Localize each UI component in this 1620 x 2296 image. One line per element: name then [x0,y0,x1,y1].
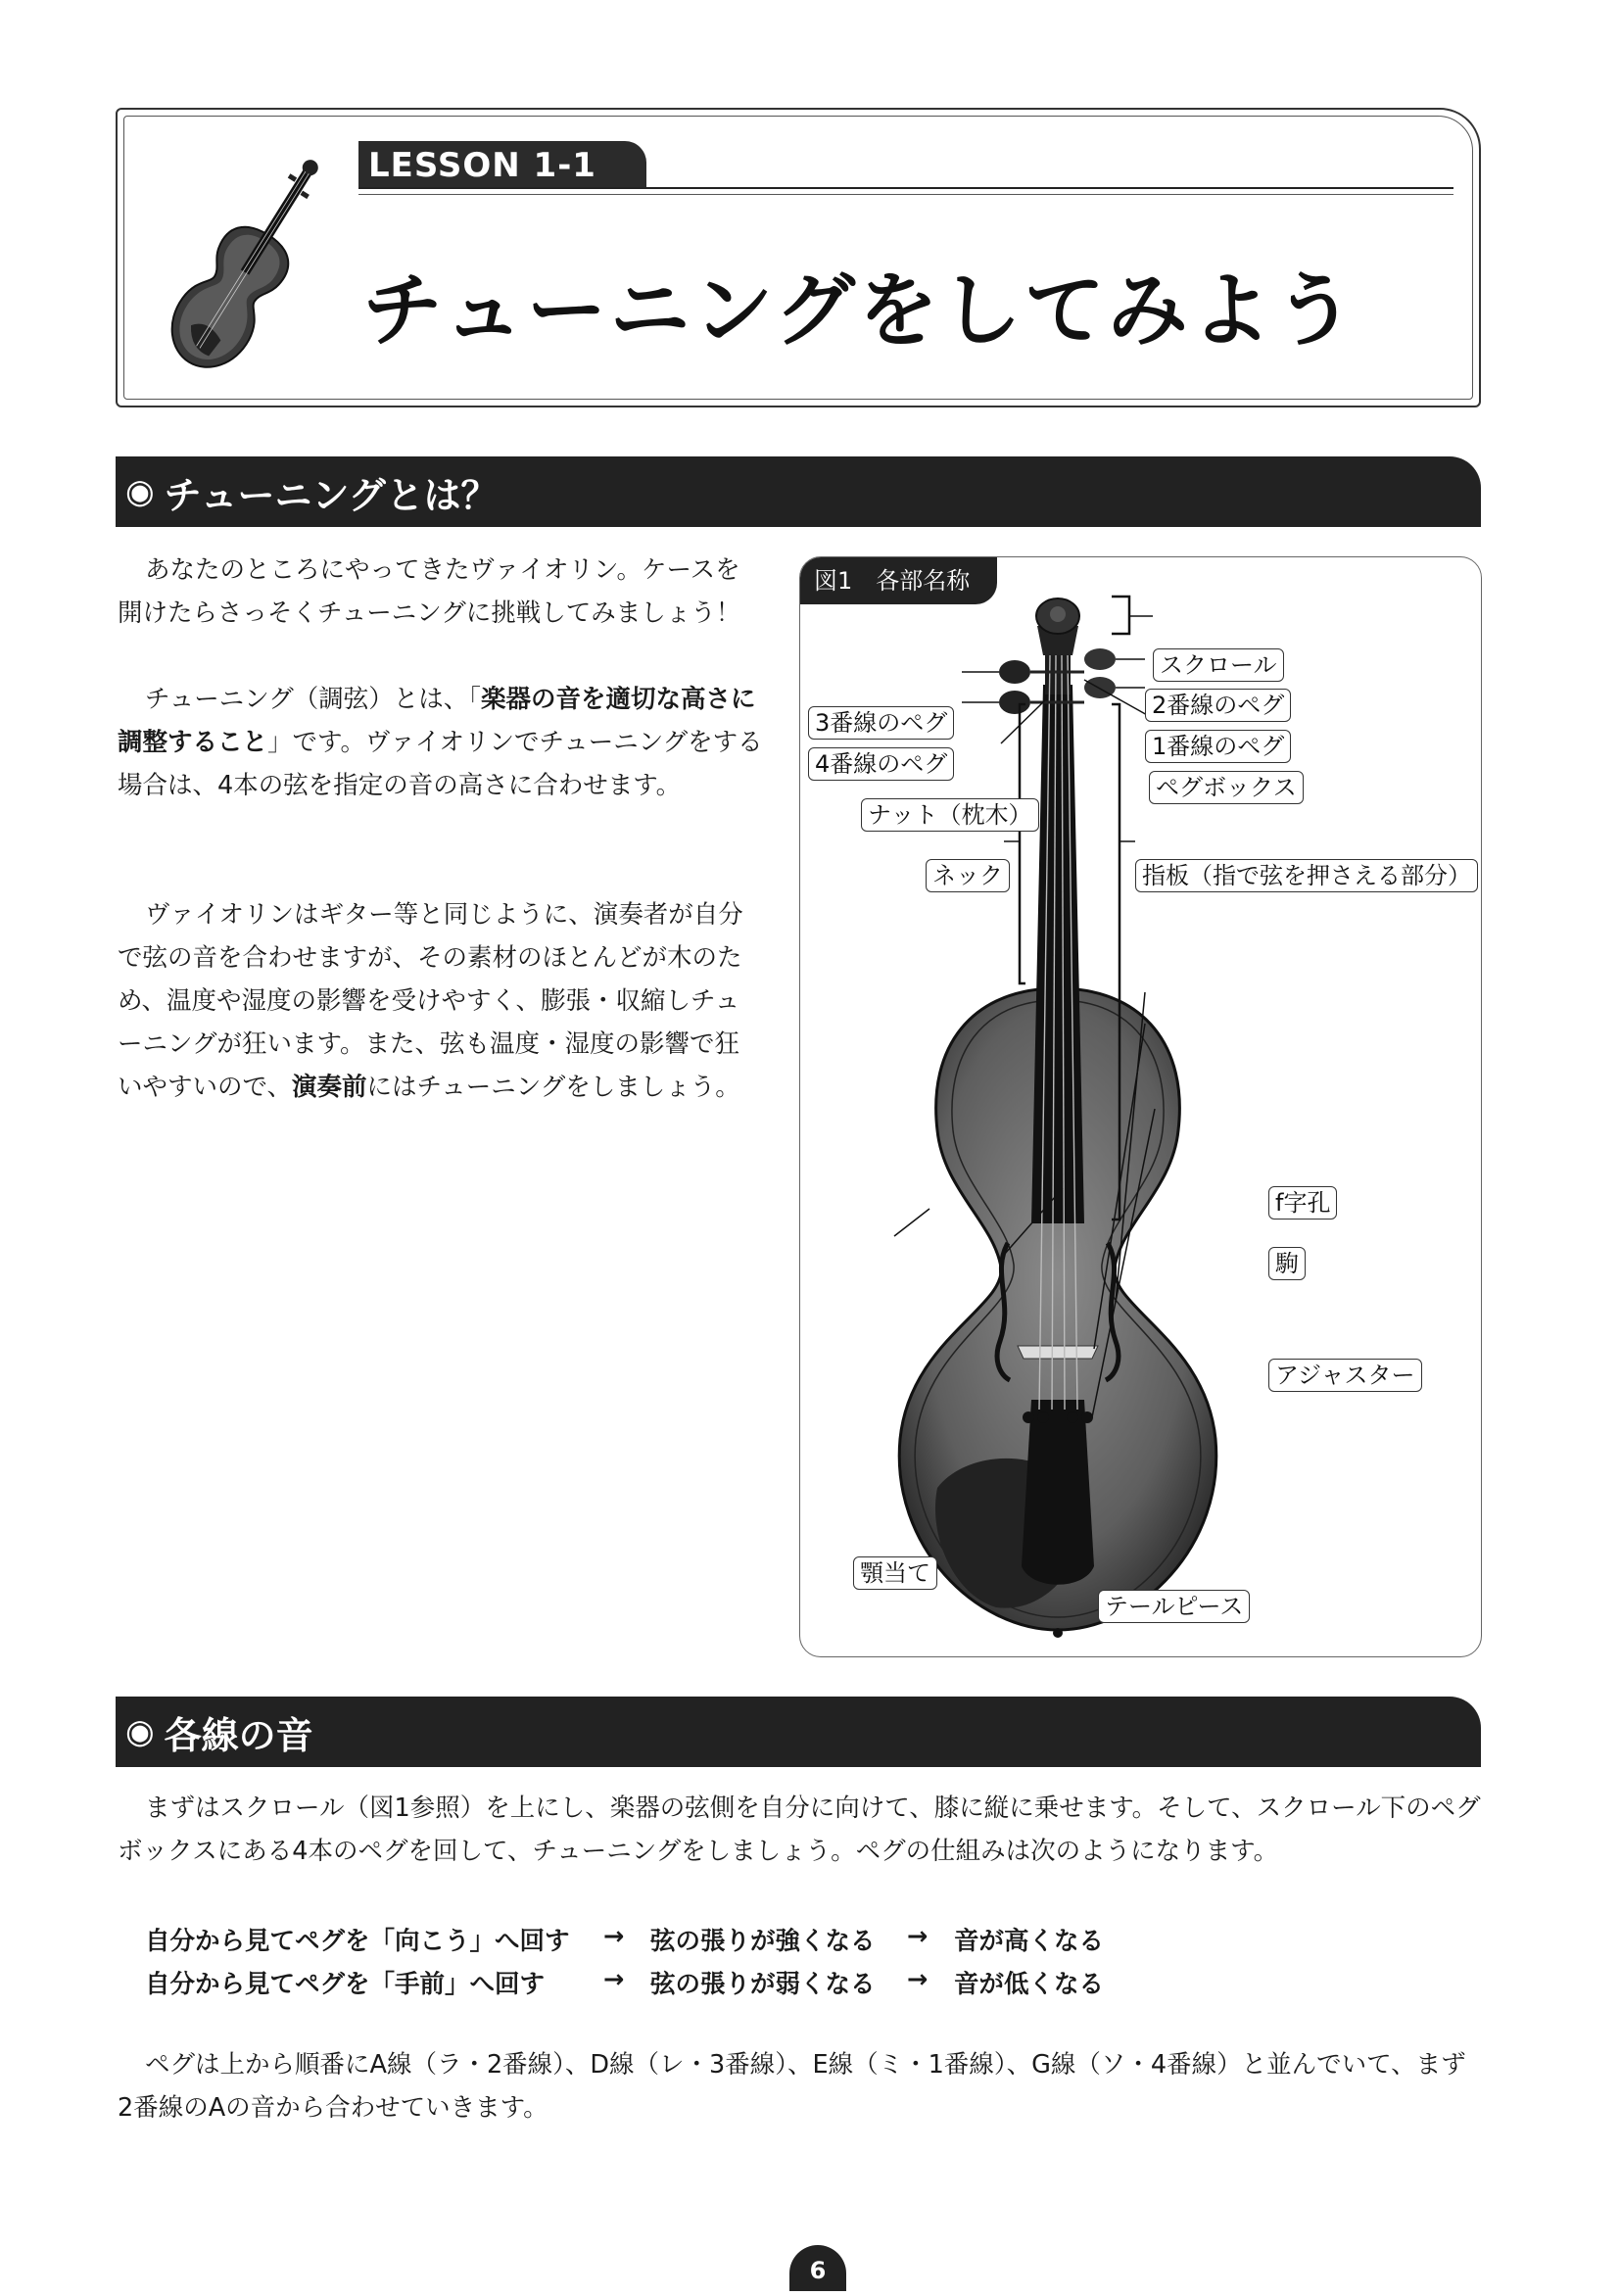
label-bridge: 駒 [1268,1247,1306,1280]
label-neck: ネック [926,859,1010,892]
label-adjuster: アジャスター [1268,1359,1422,1392]
label-peg-1: 1番線のペグ [1145,730,1291,763]
section-heading-tuning [116,456,1481,527]
violin-illustration [137,135,353,400]
label-nut: ナット（枕木） [861,798,1039,832]
label-peg-4: 4番線のペグ [808,747,954,781]
bullet-icon: ◉ [125,472,155,511]
figure-violin-parts [799,556,1482,1657]
page-title: チューニングをしてみよう [362,264,1358,358]
paragraph-string-order: ペグは上から順番にA線（ラ・2番線）、D線（レ・3番線）、E線（ミ・1番線）、G線（ソ・4番線）と並んでいて、まず2番線のAの音から合わせていきます。 [118,2050,1466,2123]
section-title: チューニングとは？ [164,473,499,517]
label-pegbox: ペグボックス [1149,771,1304,804]
label-peg-2: 2番線のペグ [1145,689,1291,722]
label-fingerboard: 指板（指で弦を押さえる部分） [1135,859,1478,892]
section-title: 各線の音 [164,1713,313,1757]
rule-result: 音が高くなる [954,1927,1105,1956]
paragraph-peg-intro: まずはスクロール（図1参照）を上にし、楽器の弦側を自分に向けて、膝に縦に乗せます。そして、スクロール下のペグボックスにある4本のペグを回して、チューニングをしましょう。ペグの仕組みは次のようになります。 [118,1794,1481,1866]
arrow-icon: → [907,1965,929,1994]
paragraph-definition: チューニング（調弦）とは、「楽器の音を適切な高さに調整すること」です。ヴァイオリンでチューニングをする場合は、4本の弦を指定の音の高さに合わせます。 [118,685,763,800]
rule-tension: 弦の張りが強くなる [650,1927,876,1956]
arrow-icon: → [603,1922,625,1951]
rule-result: 音が低くなる [954,1970,1105,1999]
emphasis-text: 演奏前 [292,1073,367,1102]
lesson-label: LESSON 1-1 [358,141,646,188]
rule-action: 自分から見てペグを「手前」へ回す [145,1970,546,1999]
rule-tension: 弦の張りが弱くなる [650,1970,876,1999]
label-scroll: スクロール [1153,648,1284,682]
rule-action: 自分から見てペグを「向こう」へ回す [145,1927,570,1956]
label-peg-3: 3番線のペグ [808,706,954,740]
emphasis-text: 楽器の音を適切な高さに調整すること [118,685,756,757]
paragraph-material: ヴァイオリンはギター等と同じように、演奏者が自分で弦の音を合わせますが、その素材のほとんどが木のため、温度や湿度の影響を受けやすく、膨張・収縮しチューニングが狂います。また、弦も温度・湿度の影響で狂いやすいので、演奏前にはチューニングをしましょう。 [118,900,743,1102]
section-heading-string-notes [116,1697,1481,1767]
label-tailpiece: テールピース [1098,1590,1250,1623]
arrow-icon: → [907,1922,929,1951]
paragraph-intro: あなたのところにやってきたヴァイオリン。ケースを開けたらさっそくチューニングに挑戦してみましょう！ [118,555,741,628]
label-chinrest: 顎当て [853,1556,937,1590]
label-f-hole: f字孔 [1268,1186,1337,1220]
bullet-icon: ◉ [125,1712,155,1751]
lesson-rule [358,187,1453,189]
figure-caption: 図1 各部名称 [800,557,997,604]
lesson-rule-thin [358,194,1453,195]
arrow-icon: → [603,1965,625,1994]
page-number: 6 [789,2245,846,2291]
